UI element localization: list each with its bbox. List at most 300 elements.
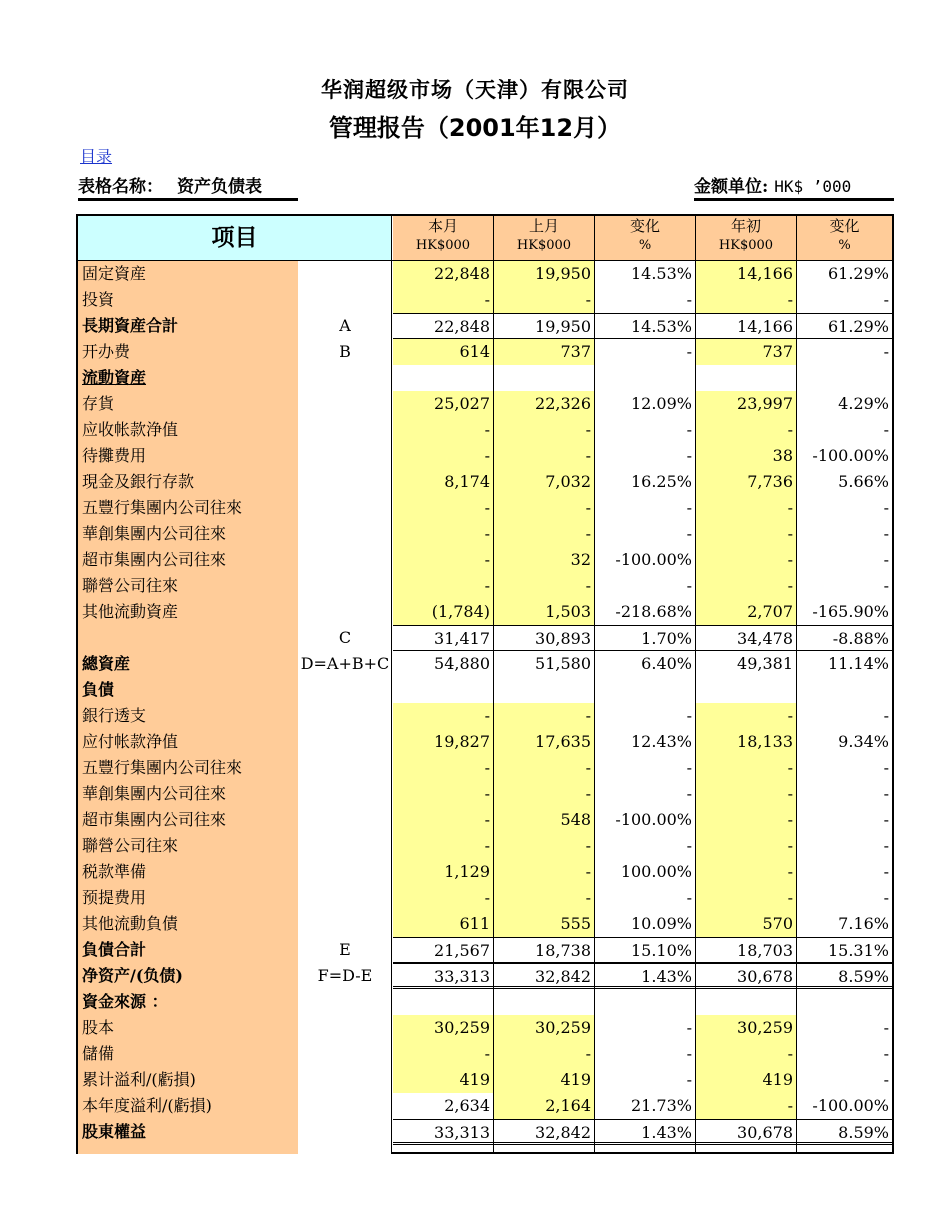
header-label: 变化 <box>829 217 860 235</box>
cell-this-month: 614 <box>393 339 493 365</box>
row-code <box>298 261 392 287</box>
cell-change-year <box>797 677 892 703</box>
row-code <box>298 859 392 885</box>
cell-last-month: - <box>494 573 594 599</box>
cell-last-month: - <box>494 781 594 807</box>
table-row <box>78 781 892 807</box>
cell-last-month: 419 <box>494 1067 594 1093</box>
cell-this-month: 33,313 <box>393 963 493 989</box>
cell-last-month: 17,635 <box>494 729 594 755</box>
form-name-field <box>78 172 298 201</box>
cell-this-month: - <box>393 807 493 833</box>
cell-change-month: - <box>686 498 692 517</box>
cell-last-month: 32,842 <box>494 963 594 989</box>
table-row <box>78 365 892 391</box>
contents-link[interactable]: 目录 <box>80 147 113 166</box>
cell-year-start: 30,678 <box>696 1119 796 1145</box>
row-code <box>298 1067 392 1093</box>
cell-last-month: 30,259 <box>494 1015 594 1041</box>
cell-change-year: 4.29% <box>838 394 889 413</box>
cell-last-month: - <box>494 417 594 443</box>
cell-this-month: 25,027 <box>393 391 493 417</box>
cell-change-year: - <box>883 1070 889 1089</box>
cell-change-month: - <box>686 706 692 725</box>
row-code <box>298 599 392 625</box>
row-label: 總資産 <box>82 654 131 673</box>
cell-this-month: 8,174 <box>393 469 493 495</box>
cell-last-month: 18,738 <box>494 937 594 963</box>
cell-change-year: 9.34% <box>838 732 889 751</box>
cell-year-start: - <box>696 781 796 807</box>
cell-year-start: - <box>696 833 796 859</box>
row-code: C <box>338 628 352 647</box>
cell-last-month <box>494 677 594 703</box>
row-label: 本年度溢利/(虧損) <box>82 1096 212 1115</box>
row-label: 聯營公司往來 <box>82 576 179 595</box>
cell-change-month: 1.43% <box>595 963 695 989</box>
table-row <box>78 859 892 885</box>
row-code <box>298 833 392 859</box>
cell-this-month <box>393 365 493 391</box>
header-year-start <box>696 216 797 260</box>
cell-change-month: 6.40% <box>641 654 692 673</box>
company-title: 华润超级市场（天津）有限公司 <box>321 78 629 102</box>
cell-change-month: - <box>686 758 692 777</box>
cell-change-year: 8.59% <box>797 1119 892 1145</box>
cell-change-year: - <box>883 420 889 439</box>
row-label: 現金及銀行存款 <box>82 472 195 491</box>
table-row <box>78 313 892 339</box>
row-label: 股東權益 <box>82 1122 147 1141</box>
cell-last-month: - <box>494 287 594 313</box>
row-code: F=D-E <box>317 966 373 985</box>
table-row <box>78 963 892 989</box>
cell-last-month: - <box>494 1041 594 1067</box>
cell-year-start: - <box>696 807 796 833</box>
cell-change-year: 15.31% <box>797 937 892 963</box>
header-unit: % <box>838 238 851 253</box>
cell-this-month: 31,417 <box>393 625 493 651</box>
table-row <box>78 287 892 313</box>
header-label: 变化 <box>629 217 660 235</box>
cell-last-month: - <box>494 495 594 521</box>
cell-change-month: - <box>686 290 692 309</box>
cell-year-start <box>696 365 796 391</box>
cell-change-month: 100.00% <box>620 862 692 881</box>
row-label: 銀行透支 <box>82 706 147 725</box>
cell-change-month: - <box>686 1044 692 1063</box>
cell-year-start <box>696 989 796 1015</box>
cell-change-year: -100.00% <box>812 446 889 465</box>
cell-year-start: 14,166 <box>696 313 796 339</box>
row-code <box>298 417 392 443</box>
cell-this-month: - <box>393 417 493 443</box>
cell-change-year: 8.59% <box>797 963 892 989</box>
table-row <box>78 1041 892 1067</box>
cell-change-month: - <box>686 342 692 361</box>
cell-change-year: - <box>883 550 889 569</box>
cell-change-month: 1.70% <box>595 625 695 651</box>
row-code <box>298 1093 392 1119</box>
row-code <box>298 547 392 573</box>
table-row <box>78 677 892 703</box>
row-code <box>298 443 392 469</box>
cell-year-start: - <box>696 287 796 313</box>
column-divider <box>796 260 797 1154</box>
cell-change-year: -165.90% <box>812 602 889 621</box>
cell-this-month: 1,129 <box>393 859 493 885</box>
cell-change-month: 12.09% <box>630 394 692 413</box>
cell-last-month: 51,580 <box>535 654 591 673</box>
table-row <box>78 911 892 937</box>
cell-this-month: - <box>393 547 493 573</box>
cell-this-month: - <box>393 755 493 781</box>
cell-year-start: 7,736 <box>696 469 796 495</box>
table-row <box>78 521 892 547</box>
table-row <box>78 989 892 1015</box>
cell-change-month <box>595 365 695 391</box>
row-code <box>298 1041 392 1067</box>
amount-unit-field <box>694 172 894 201</box>
table-row <box>78 833 892 859</box>
row-label: 聯營公司往來 <box>82 836 179 855</box>
table-header <box>78 216 892 261</box>
cell-change-month: - <box>686 1018 692 1037</box>
cell-change-month: 10.09% <box>630 914 692 933</box>
column-divider <box>493 260 494 1154</box>
cell-year-start: - <box>696 495 796 521</box>
cell-last-month: 19,950 <box>494 261 594 287</box>
cell-this-month: - <box>393 573 493 599</box>
cell-change-year: - <box>883 342 889 361</box>
cell-year-start: - <box>696 1041 796 1067</box>
cell-change-month: 21.73% <box>630 1096 692 1115</box>
cell-change-month <box>595 677 695 703</box>
cell-change-year: - <box>883 1044 889 1063</box>
table-row <box>78 1093 892 1119</box>
cell-year-start: - <box>696 859 796 885</box>
row-label: 预提费用 <box>82 888 147 907</box>
row-code: D=A+B+C <box>300 654 390 673</box>
cell-year-start: 34,478 <box>696 625 796 651</box>
table-row <box>78 1119 892 1145</box>
cell-this-month: 30,259 <box>393 1015 493 1041</box>
row-label: 儲備 <box>82 1044 115 1063</box>
cell-year-start: - <box>696 885 796 911</box>
cell-this-month: - <box>393 781 493 807</box>
cell-year-start: - <box>696 573 796 599</box>
header-label: 年初 <box>730 217 761 235</box>
cell-change-year: - <box>883 810 889 829</box>
cell-year-start: 38 <box>696 443 796 469</box>
cell-change-month: -218.68% <box>615 602 692 621</box>
table-row <box>78 495 892 521</box>
row-label: 其他流動負債 <box>82 914 179 933</box>
row-label: 存貨 <box>82 394 115 413</box>
cell-this-month: - <box>393 703 493 729</box>
cell-last-month: - <box>494 521 594 547</box>
header-item: 项目 <box>78 216 392 260</box>
cell-last-month: 548 <box>494 807 594 833</box>
cell-last-month: 555 <box>494 911 594 937</box>
table-row <box>78 443 892 469</box>
header-unit: % <box>638 238 652 253</box>
cell-last-month: - <box>494 755 594 781</box>
cell-change-month: 14.53% <box>595 313 695 339</box>
cell-change-year: 7.16% <box>838 914 889 933</box>
cell-change-year <box>797 365 892 391</box>
cell-year-start: - <box>696 521 796 547</box>
cell-year-start: - <box>696 703 796 729</box>
form-name-label: 表格名称： <box>78 177 163 197</box>
row-label: 开办费 <box>82 342 131 361</box>
table-row <box>78 703 892 729</box>
row-code <box>298 391 392 417</box>
cell-change-year: - <box>883 888 889 907</box>
row-label: 应收帐款浄值 <box>82 420 179 439</box>
row-code <box>298 703 392 729</box>
cell-change-month: 12.43% <box>630 732 692 751</box>
row-code <box>298 1119 392 1145</box>
cell-change-month: 1.43% <box>595 1119 695 1145</box>
cell-change-year: 61.29% <box>797 313 892 339</box>
cell-this-month: - <box>393 287 493 313</box>
cell-change-month: - <box>686 1070 692 1089</box>
cell-year-start: 18,703 <box>696 937 796 963</box>
cell-year-start: - <box>696 547 796 573</box>
cell-change-month: -100.00% <box>615 810 692 829</box>
row-label: 華創集團内公司往來 <box>82 784 227 803</box>
cell-change-year: - <box>883 1018 889 1037</box>
row-code: E <box>339 940 351 959</box>
table-row <box>78 599 892 625</box>
form-name-value: 资产负债表 <box>177 177 262 197</box>
row-label: 净资产/(负债) <box>82 966 183 985</box>
cell-change-year: - <box>883 836 889 855</box>
row-label: 超市集團内公司往來 <box>82 810 227 829</box>
cell-year-start: 23,997 <box>696 391 796 417</box>
report-title: 管理报告（2001年12月） <box>328 114 622 142</box>
cell-change-year: - <box>883 784 889 803</box>
cell-year-start: 18,133 <box>696 729 796 755</box>
cell-change-month: 14.53% <box>630 264 692 283</box>
cell-this-month: 21,567 <box>393 937 493 963</box>
cell-year-start: - <box>696 1093 796 1119</box>
row-code <box>298 495 392 521</box>
cell-change-year: - <box>883 576 889 595</box>
cell-change-year: - <box>883 524 889 543</box>
row-label: 累计溢利/(虧損) <box>82 1070 196 1089</box>
row-label: 股本 <box>82 1018 115 1037</box>
cell-change-month: -100.00% <box>615 550 692 569</box>
cell-change-month: - <box>686 888 692 907</box>
table-row <box>78 339 892 365</box>
cell-last-month: 30,893 <box>494 625 594 651</box>
cell-last-month: - <box>494 443 594 469</box>
cell-this-month: - <box>393 1041 493 1067</box>
row-code <box>298 287 392 313</box>
row-label: 資金來源 ： <box>82 992 168 1011</box>
table-row <box>78 1015 892 1041</box>
row-label <box>78 625 298 651</box>
table-row <box>78 625 892 651</box>
cell-change-year: 5.66% <box>838 472 889 491</box>
cell-last-month: 7,032 <box>494 469 594 495</box>
table-row <box>78 729 892 755</box>
cell-change-year: -8.88% <box>797 625 892 651</box>
cell-change-year: 61.29% <box>827 264 889 283</box>
cell-this-month: 2,634 <box>444 1096 490 1115</box>
table-row <box>78 547 892 573</box>
cell-year-start: 30,678 <box>696 963 796 989</box>
table-row <box>78 755 892 781</box>
cell-change-month <box>595 989 695 1015</box>
cell-change-month: - <box>686 784 692 803</box>
row-label: 五豐行集團内公司往來 <box>82 498 243 517</box>
row-label: 固定資産 <box>82 264 147 283</box>
header-this-month <box>393 216 494 260</box>
row-label: 待攤费用 <box>82 446 147 465</box>
cell-this-month: 22,848 <box>393 313 493 339</box>
cell-this-month: 54,880 <box>434 654 490 673</box>
cell-this-month <box>393 989 493 1015</box>
cell-last-month: - <box>494 885 594 911</box>
header-unit: HK$000 <box>415 238 471 253</box>
row-label: 華創集團内公司往來 <box>82 524 227 543</box>
cell-this-month: 19,827 <box>393 729 493 755</box>
cell-this-month: - <box>393 495 493 521</box>
cell-last-month <box>494 989 594 1015</box>
cell-year-start: - <box>696 417 796 443</box>
balance-sheet-table <box>76 214 894 1154</box>
cell-this-month: 419 <box>393 1067 493 1093</box>
cell-year-start <box>696 677 796 703</box>
cell-last-month: 1,503 <box>494 599 594 625</box>
row-label: 五豐行集團内公司往來 <box>82 758 243 777</box>
table-row <box>78 391 892 417</box>
row-code <box>298 677 392 703</box>
cell-change-year: -100.00% <box>812 1096 889 1115</box>
row-code <box>298 1015 392 1041</box>
row-code <box>298 807 392 833</box>
table-row <box>78 651 892 677</box>
cell-last-month: 32,842 <box>494 1119 594 1145</box>
row-label: 投資 <box>82 290 115 309</box>
cell-last-month: - <box>494 859 594 885</box>
table-row <box>78 417 892 443</box>
cell-this-month: 22,848 <box>393 261 493 287</box>
cell-change-year: - <box>883 706 889 725</box>
row-label: 其他流動資産 <box>82 602 179 621</box>
row-label: 負債 <box>82 680 115 699</box>
row-label: 流動資産 <box>82 368 147 387</box>
cell-this-month: 611 <box>393 911 493 937</box>
cell-change-month: - <box>686 524 692 543</box>
cell-last-month: 737 <box>494 339 594 365</box>
header-unit: HK$000 <box>718 238 774 253</box>
cell-year-start: 30,259 <box>696 1015 796 1041</box>
cell-this-month: (1,784) <box>393 599 493 625</box>
table-row <box>78 261 892 287</box>
cell-change-year <box>797 989 892 1015</box>
cell-change-month: 16.25% <box>630 472 692 491</box>
cell-last-month: - <box>494 833 594 859</box>
row-code <box>298 885 392 911</box>
table-row <box>78 937 892 963</box>
amount-unit-value: HK$ ’000 <box>774 177 852 196</box>
row-label: 負債合計 <box>82 940 147 959</box>
table-row <box>78 469 892 495</box>
cell-last-month: 22,326 <box>494 391 594 417</box>
row-label: 超市集團内公司往來 <box>82 550 227 569</box>
column-divider <box>695 260 696 1154</box>
row-code <box>298 781 392 807</box>
table-row <box>78 573 892 599</box>
cell-change-year: - <box>883 862 889 881</box>
cell-this-month: - <box>393 521 493 547</box>
cell-change-month: - <box>686 836 692 855</box>
cell-change-year: - <box>883 290 889 309</box>
row-label: 应付帐款浄值 <box>82 732 179 751</box>
cell-year-start: - <box>696 755 796 781</box>
row-code <box>298 365 392 391</box>
cell-last-month: 32 <box>494 547 594 573</box>
cell-last-month <box>494 365 594 391</box>
row-code <box>298 573 392 599</box>
cell-change-year: 11.14% <box>827 654 889 673</box>
header-change-month <box>595 216 696 260</box>
cell-year-start: 419 <box>696 1067 796 1093</box>
table-row <box>78 1067 892 1093</box>
cell-this-month: - <box>393 885 493 911</box>
cell-year-start: 737 <box>696 339 796 365</box>
row-code <box>298 989 392 1015</box>
header-unit: HK$000 <box>516 238 572 253</box>
row-label: 長期資産合計 <box>82 316 179 335</box>
header-last-month <box>494 216 595 260</box>
row-code <box>298 755 392 781</box>
column-divider <box>594 260 595 1154</box>
row-code: A <box>339 316 351 335</box>
table-row <box>78 885 892 911</box>
row-code <box>298 911 392 937</box>
cell-last-month: - <box>494 703 594 729</box>
cell-last-month: 19,950 <box>494 313 594 339</box>
cell-change-year: - <box>883 498 889 517</box>
cell-this-month <box>393 677 493 703</box>
cell-this-month: - <box>393 833 493 859</box>
header-label: 本月 <box>427 217 458 235</box>
cell-this-month: 33,313 <box>393 1119 493 1145</box>
cell-year-start: 570 <box>696 911 796 937</box>
cell-this-month: - <box>393 443 493 469</box>
row-label: 税款準備 <box>82 862 147 881</box>
cell-change-month: - <box>686 420 692 439</box>
row-code <box>298 521 392 547</box>
cell-change-month: 15.10% <box>595 937 695 963</box>
cell-year-start: 49,381 <box>737 654 793 673</box>
row-code: B <box>339 342 351 361</box>
cell-change-month: - <box>686 446 692 465</box>
cell-year-start: 14,166 <box>696 261 796 287</box>
row-code <box>298 469 392 495</box>
cell-change-year: - <box>883 758 889 777</box>
header-label: 上月 <box>528 217 559 235</box>
amount-unit-label: 金额单位: <box>694 177 769 197</box>
cell-change-month: - <box>686 576 692 595</box>
table-row <box>78 807 892 833</box>
cell-last-month: 2,164 <box>494 1093 594 1119</box>
